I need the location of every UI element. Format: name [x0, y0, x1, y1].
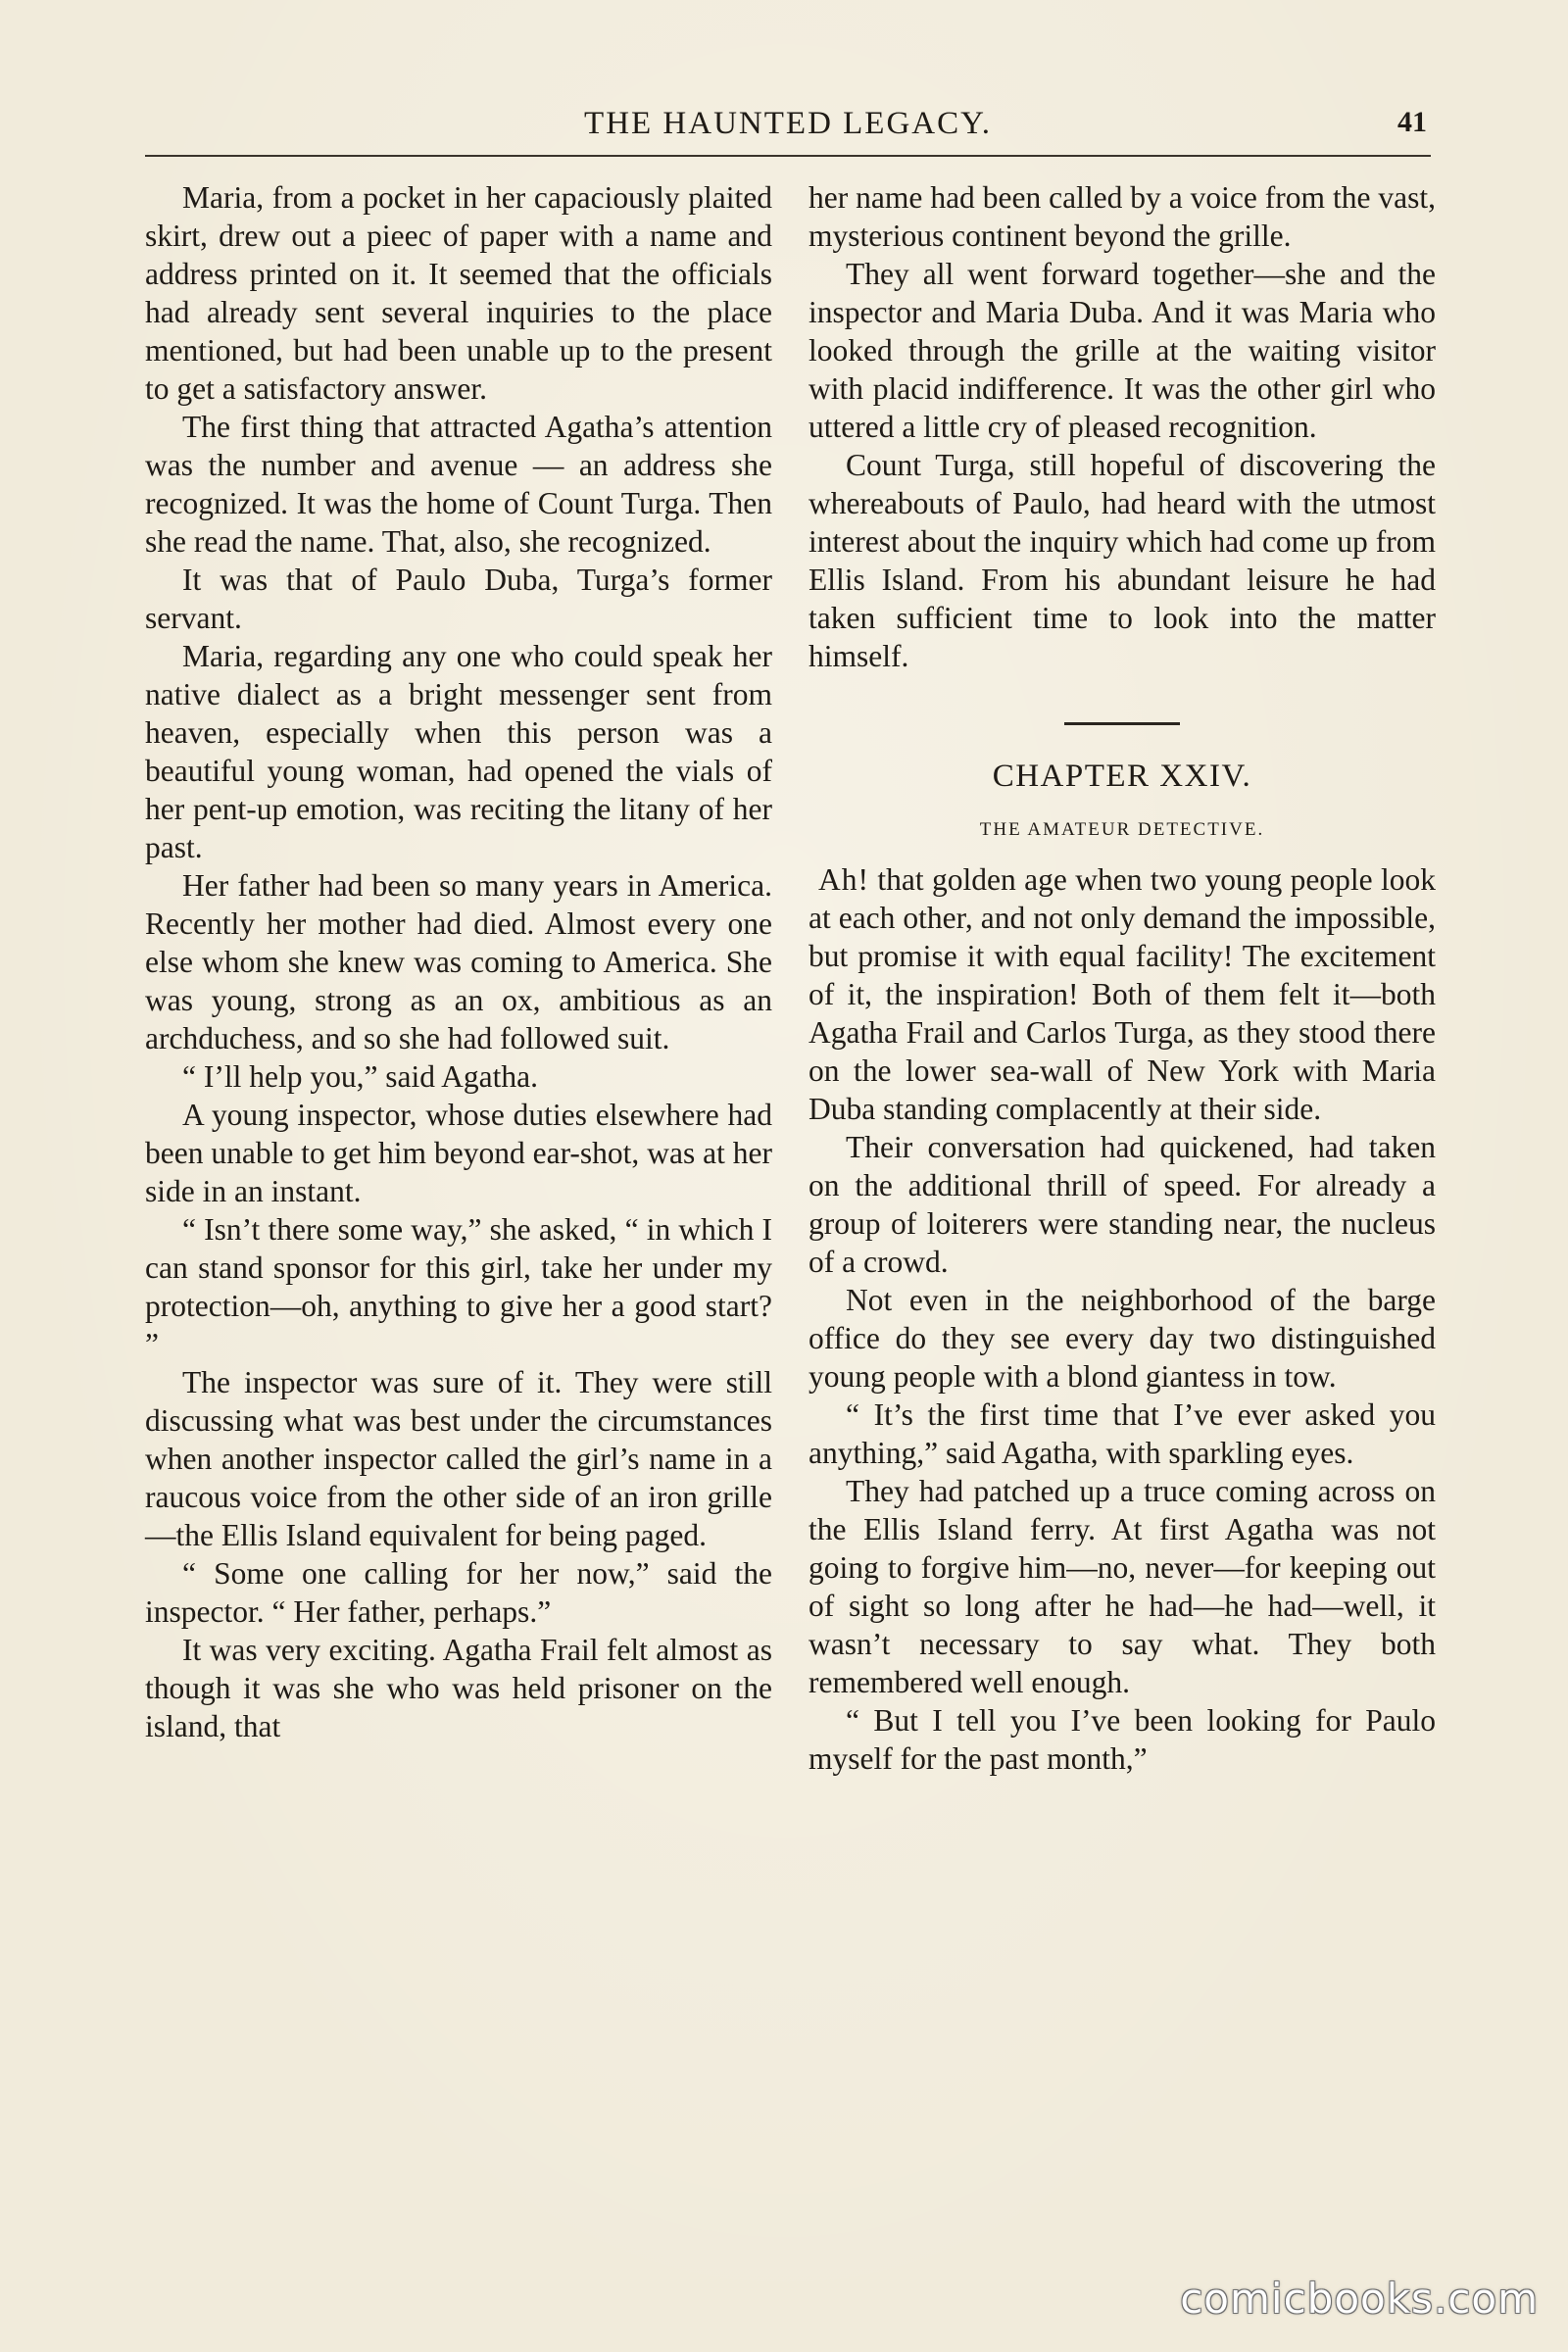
paragraph: It was very exciting. Agatha Frail felt almost as though it was she who was held prisoner on the island, that	[145, 1633, 772, 1743]
chapter-heading: CHAPTER XXIV.	[992, 759, 1252, 794]
paragraph: “ But I tell you I’ve been looking for Paulo myself for the past month,”	[808, 1703, 1436, 1776]
paragraph: The inspector was sure of it. They were still discussing what was best under the circumstances when another inspector called the girl’s name in a raucous voice from the other side of an iron grille—the Ellis Island equivalent for being paged.	[145, 1365, 772, 1552]
paragraph: They all went forward together—she and the inspector and Maria Duba. And it was Maria who looked through the grille at the waiting visitor with placid indifference. It was the other girl who uttered a little cry of pleased recognition.	[808, 257, 1436, 444]
paragraph-text: that golden age when two young people look at each other, and not only demand the impossible, but promise it with equal facility! The excitement of it, the inspiration! Both of them felt it—both Agatha Frail and Carlos Turga, as they stood there on the lower sea-wall of New York with Maria Duba standing complacently at their side.	[808, 862, 1436, 1126]
paragraph: Not even in the neighborhood of the barge office do they see every day two distinguished young people with a blond giantess in tow.	[808, 1283, 1436, 1394]
paragraph: The first thing that attracted Agatha’s attention was the number and avenue — an address she recognized. It was the home of Count Turga. Then she read the name. That, also, she recognized.	[145, 410, 772, 559]
paragraph: Count Turga, still hopeful of discovering the whereabouts of Paulo, had heard with the utmost interest about the inquiry which had come up from Ellis Island. From his abundant leisure he had taken sufficient time to look into the matter himself.	[808, 448, 1436, 673]
running-header	[145, 106, 1431, 157]
watermark: comicbooks.com	[1180, 2275, 1539, 2323]
page-number: 41	[1397, 106, 1427, 138]
chapter-divider	[1064, 722, 1180, 725]
paragraph: A young inspector, whose duties elsewhere had been unable to get him beyond ear-shot, was at her side in an instant.	[145, 1098, 772, 1208]
paragraph: “ Isn’t there some way,” she asked, “ in which I can stand sponsor for this girl, take her under my protection—oh, anything to give her a good start? ”	[145, 1212, 772, 1361]
paragraph: Her father had been so many years in America. Recently her mother had died. Almost every one else whom she knew was coming to America. She was young, strong as an ox, ambitious as an archduchess, and so she had followed suit.	[145, 868, 772, 1055]
paragraph	[808, 860, 1436, 1128]
paragraph: “ It’s the first time that I’ve ever asked you anything,” said Agatha, with sparkling eyes.	[808, 1397, 1436, 1470]
chapter-subtitle: THE AMATEUR DETECTIVE.	[979, 819, 1265, 840]
paragraph: her name had been called by a voice from the vast, mysterious continent beyond the grille.	[808, 180, 1436, 253]
opening-word: Ah!	[818, 862, 869, 897]
paragraph: They had patched up a truce coming across on the Ellis Island ferry. At first Agatha was not going to forgive him—no, never—for keeping out of sight so long after he had—he had—well, it wasn’t necessary to say what. They both remembered well enough.	[808, 1474, 1436, 1699]
left-column	[145, 178, 772, 1745]
paragraph: Maria, regarding any one who could speak her native dialect as a bright messenger sent from heaven, especially when this person was a beautiful young woman, had opened the vials of her pent-up emotion, was reciting the litany of her past.	[145, 639, 772, 864]
paragraph: It was that of Paulo Duba, Turga’s former servant.	[145, 563, 772, 635]
running-title: THE HAUNTED LEGACY.	[584, 106, 992, 141]
paragraph: Maria, from a pocket in her capaciously plaited skirt, drew out a pieec of paper with a name and address printed on it. It seemed that the officials had already sent several inquiries to the place mentioned, but had been unable up to the present to get a satisfactory answer.	[145, 180, 772, 406]
paragraph: “ Some one calling for her now,” said the inspector. “ Her father, perhaps.”	[145, 1556, 772, 1629]
paragraph: Their conversation had quickened, had taken on the additional thrill of speed. For already a group of loiterers were standing near, the nucleus of a crowd.	[808, 1130, 1436, 1279]
paragraph: “ I’ll help you,” said Agatha.	[182, 1059, 539, 1094]
right-column	[808, 178, 1436, 1778]
